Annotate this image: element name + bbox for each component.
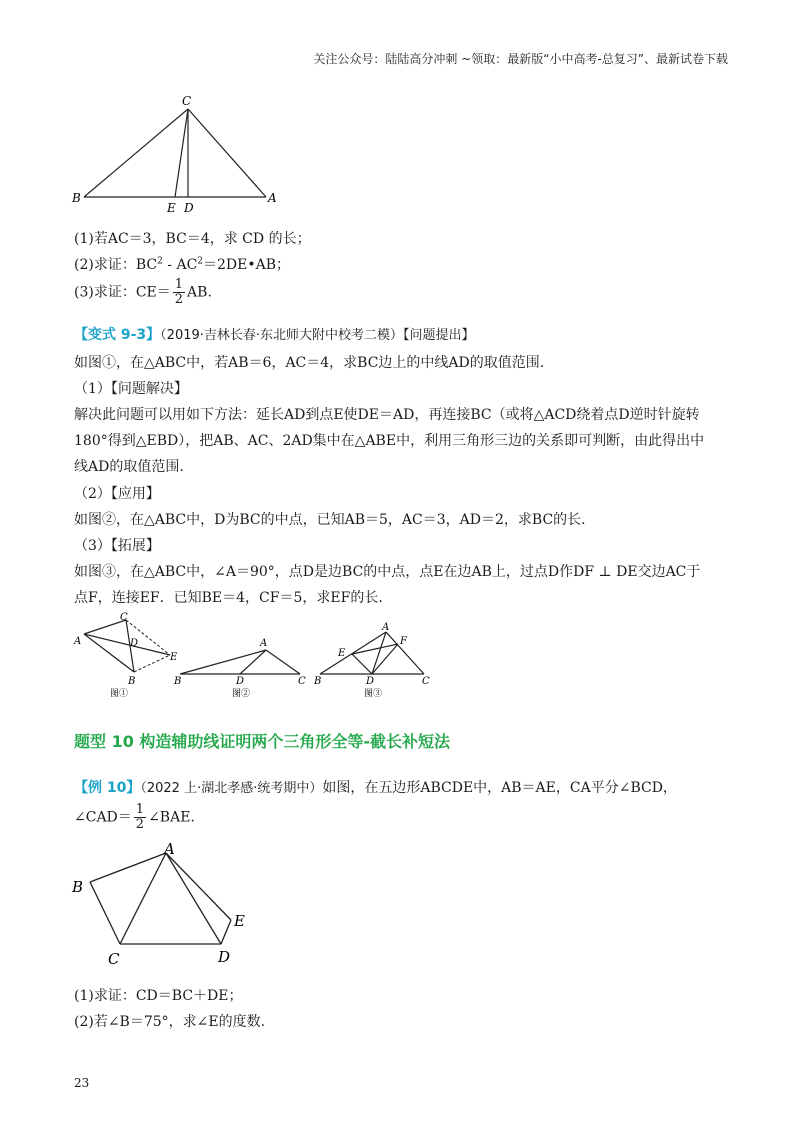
variant-figures <box>70 610 440 702</box>
figure-3 <box>313 622 430 699</box>
example-text1: 如图，在五边形ABCDE中，AB＝AE，CA平分∠BCD， <box>322 780 677 796</box>
svg-text:C: C <box>108 950 120 968</box>
variant-sub2: （2）【应用】 <box>74 486 160 502</box>
svg-text:D: D <box>218 948 231 966</box>
example-part2: (2)若∠B＝75°，求∠E的度数. <box>74 1014 266 1030</box>
svg-text:C: C <box>298 676 306 687</box>
example-part1: (1)求证：CD＝BC＋DE； <box>74 988 243 1004</box>
figure-triangle-abc <box>70 92 290 217</box>
svg-text:B: B <box>314 676 322 687</box>
caption-fig2: 图② <box>232 689 251 699</box>
variant-line7: 点F，连接EF．已知BE＝4，CF＝5，求EF的长. <box>74 590 383 606</box>
figure-pentagon-abcde <box>66 840 276 970</box>
variant-tag: 【变式 9-3】 <box>74 327 161 343</box>
q1-part3: (3)求证：CE＝ $\frac{1}{2}$ AB. <box>74 277 212 307</box>
svg-text:D: D <box>366 676 375 687</box>
caption-fig3: 图③ <box>364 689 383 699</box>
label-c: C <box>182 94 192 108</box>
label-a: A <box>268 191 277 205</box>
svg-text:E: E <box>170 652 178 663</box>
figure-2 <box>173 638 306 699</box>
page-header: 关注公众号：陆陆高分冲刺 ~领取：最新版“小中高考-总复习”、最新试卷下载 <box>313 52 728 66</box>
variant-sub3: （3）【拓展】 <box>74 538 160 554</box>
svg-text:C: C <box>120 612 128 623</box>
variant-line6: 如图③，在△ABC中，∠A＝90°，点D是边BC的中点，点E在边AB上，过点D作DF ⊥ DE交边AC于 <box>74 564 701 580</box>
figure-1 <box>73 612 178 699</box>
variant-line2: 解决此问题可以用如下方法：延长AD到点E使DE＝AD，再连接BC（或将△ACD绕着点D逆时针旋转 <box>74 407 700 423</box>
svg-text:C: C <box>422 676 430 687</box>
svg-text:A: A <box>382 622 390 633</box>
svg-text:D: D <box>236 676 245 687</box>
label-b: B <box>72 191 81 205</box>
example-source: （2022 上·湖北孝感·统考期中） <box>140 781 323 796</box>
variant-sub1: （1）【问题解决】 <box>74 381 188 397</box>
q1-part1: (1)若AC＝3，BC＝4，求 CD 的长； <box>74 231 311 247</box>
svg-text:B: B <box>174 676 182 687</box>
variant-line4: 线AD的取值范围. <box>74 459 184 475</box>
section-title: 题型 10 构造辅助线证明两个三角形全等-截长补短法 <box>74 732 451 751</box>
label-d: D <box>184 201 194 215</box>
variant-line3: 180°得到△EBD），把AB、AC、2AD集中在△ABE中，利用三角形三边的关系即可判断，由此得出中 <box>74 433 705 449</box>
example-heading <box>74 777 677 797</box>
svg-text:B: B <box>72 878 84 896</box>
variant-heading <box>74 324 475 344</box>
fraction-half: $\frac{1}{2}$ <box>174 277 184 307</box>
example-tag: 【例 10】 <box>74 780 141 796</box>
svg-text:D: D <box>130 638 139 649</box>
svg-text:E: E <box>338 648 346 659</box>
page-number: 23 <box>74 1076 90 1090</box>
svg-text:F: F <box>400 636 407 647</box>
label-e: E <box>167 201 176 215</box>
svg-text:E: E <box>234 912 245 930</box>
caption-fig1: 图① <box>110 689 129 699</box>
svg-text:A: A <box>74 636 82 647</box>
variant-source: （2019·吉林长春·东北师大附中校考二模）【问题提出】 <box>160 328 475 343</box>
variant-line1: 如图①，在△ABC中，若AB＝6，AC＝4，求BC边上的中线AD的取值范围. <box>74 355 545 371</box>
svg-text:A: A <box>164 840 175 858</box>
example-text2: ∠CAD＝ $\frac{1}{2}$ ∠BAE. <box>74 802 195 832</box>
svg-text:B: B <box>128 676 136 687</box>
svg-text:A: A <box>260 638 268 649</box>
fraction-half-2: $\frac{1}{2}$ <box>135 802 145 832</box>
variant-line5: 如图②，在△ABC中，D为BC的中点，已知AB＝5，AC＝3，AD＝2，求BC的长. <box>74 512 586 528</box>
q1-part2: (2)求证：$BC^2$ - $AC^2=2DE•AB$； <box>74 256 291 273</box>
